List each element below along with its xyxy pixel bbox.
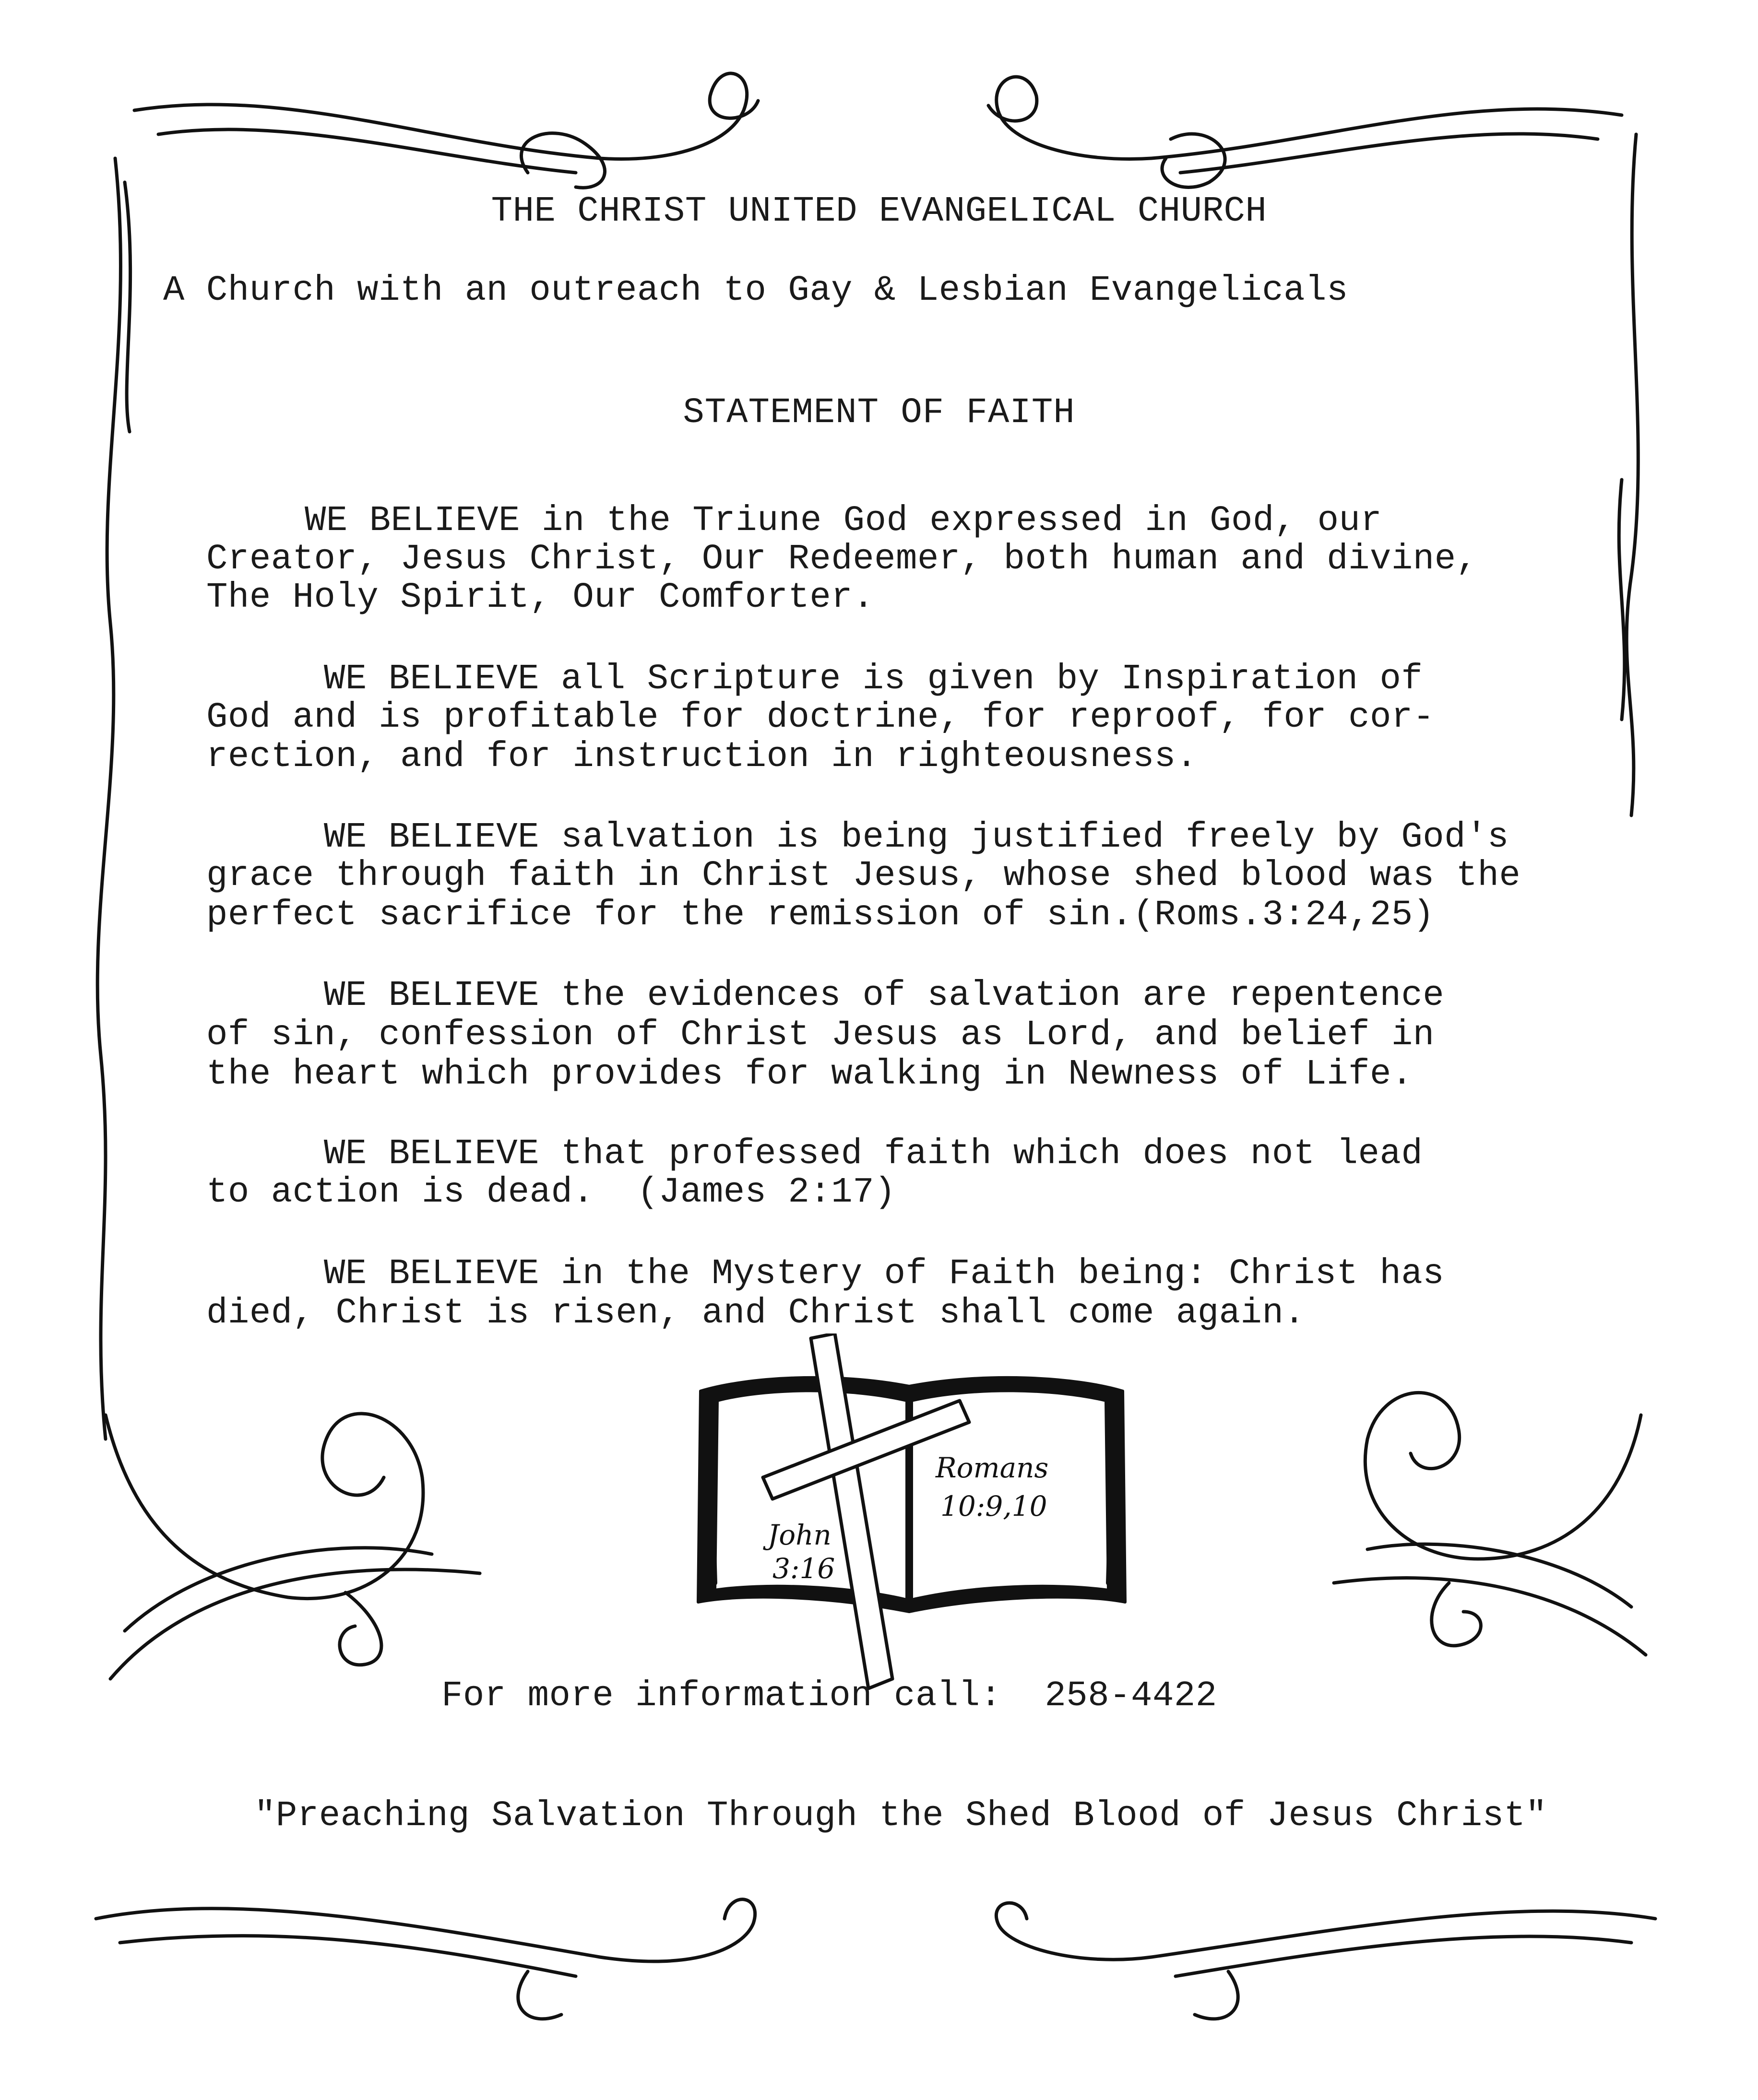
bottom-left-flourish [96, 1899, 755, 1961]
paragraph-line: The Holy Spirit, Our Comforter. [206, 578, 875, 618]
paragraph-line: of sin, confession of Christ Jesus as Lord, and belief in [206, 1015, 1435, 1055]
paragraph-line: to action is dead. (James 2:17) [206, 1172, 896, 1213]
paragraph-line: WE BELIEVE that professed faith which does not lead [324, 1134, 1423, 1174]
church-name: THE CHRIST UNITED EVANGELICAL CHURCH [491, 191, 1267, 232]
paragraph-line: perfect sacrifice for the remission of sin.(Roms.3:24,25) [206, 895, 1435, 935]
open-bible-cross-illustration [691, 1333, 1132, 1698]
paragraph-line: WE BELIEVE salvation is being justified freely by God's [324, 817, 1509, 858]
paragraph-line: WE BELIEVE in the Mystery of Faith being: Christ has [324, 1254, 1445, 1294]
top-center-left-curl [522, 133, 605, 188]
paragraph-line: WE BELIEVE the evidences of salvation are repentence [324, 976, 1445, 1016]
church-tagline: A Church with an outreach to Gay & Lesbian Evangelicals [163, 271, 1348, 311]
paragraph-line: God and is profitable for doctrine, for reproof, for cor- [206, 697, 1435, 738]
statement-heading: STATEMENT OF FAITH [683, 393, 1075, 433]
right-border-line [1627, 134, 1638, 815]
lower-right-scroll [1365, 1392, 1641, 1559]
paragraph-line: WE BELIEVE in the Triune God expressed in God, our [305, 501, 1382, 541]
paragraph-line: rection, and for instruction in righteousness. [206, 737, 1198, 777]
john-verse: 3:16 [772, 1552, 835, 1585]
paragraph-line: WE BELIEVE all Scripture is given by Inspiration of [324, 659, 1423, 699]
john-reference: John [768, 1519, 831, 1551]
top-left-flourish [134, 73, 758, 159]
paragraph-line: grace through faith in Christ Jesus, whose shed blood was the [206, 856, 1521, 896]
paragraph-line: the heart which provides for walking in Newness of Life. [206, 1054, 1413, 1095]
top-center-right-curl [1162, 134, 1225, 187]
motto: "Preaching Salvation Through the Shed Blood of Jesus Christ" [254, 1796, 1547, 1836]
top-right-flourish [988, 77, 1622, 159]
contact-line: For more information call: 258-4422 [441, 1676, 1217, 1716]
romans-verse: 10:9,10 [940, 1490, 1047, 1522]
romans-reference: Romans [936, 1451, 1049, 1484]
paragraph-line: died, Christ is risen, and Christ shall come again. [206, 1293, 1306, 1333]
left-border-line [97, 158, 120, 1439]
paragraph-line: Creator, Jesus Christ, Our Redeemer, both human and divine, [206, 539, 1478, 579]
